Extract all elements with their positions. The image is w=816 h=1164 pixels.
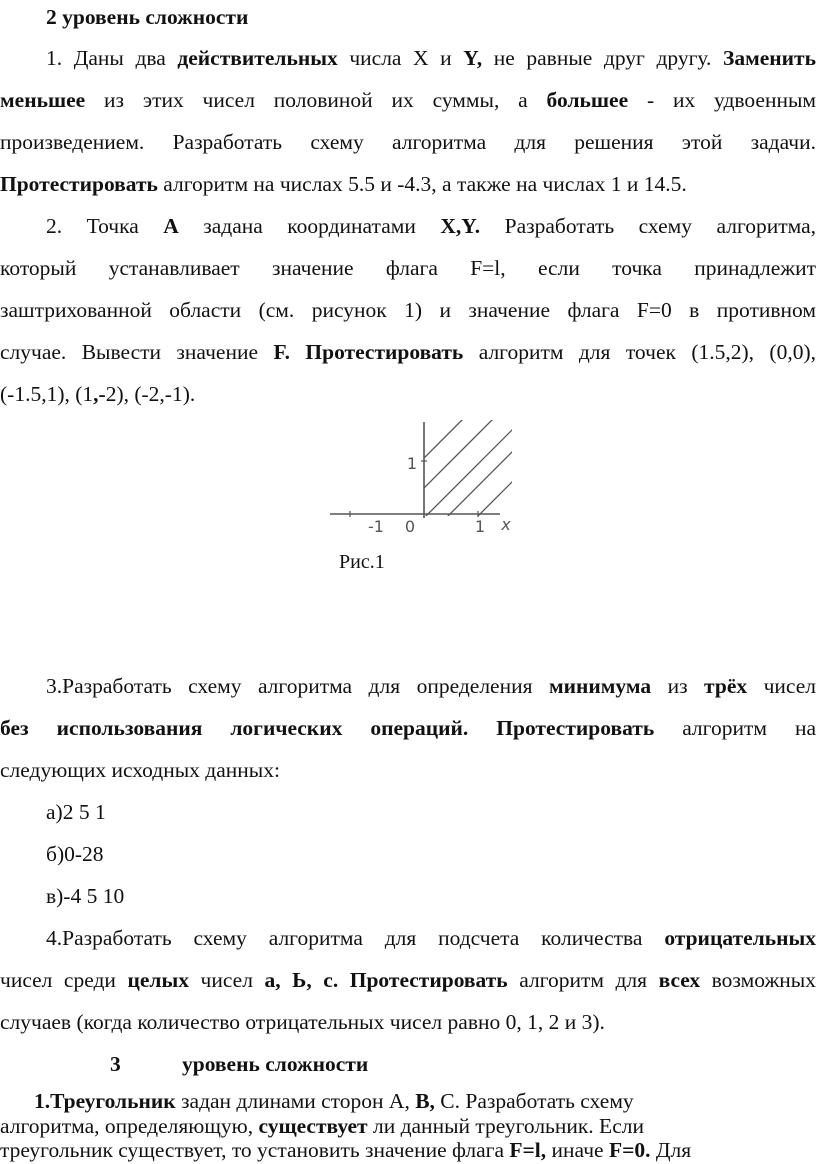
x-tick-1-label: 1: [474, 517, 486, 536]
task-2-line-1: 2. Точка А задана координатами X,Y. Разработать схему алгоритма,: [46, 214, 816, 238]
task-1-line-4: Протестировать алгоритм на числах 5.5 и -4.3, а также на числах 1 и 14.5.: [0, 172, 687, 196]
task-1-line-2: меньшее из этих чисел половиной их суммы, а большее - их удвоенным: [0, 88, 816, 112]
x-axis-label: x: [501, 515, 511, 534]
task-3-line-3: следующих исходных данных:: [0, 758, 280, 782]
hatched-region: [424, 418, 530, 518]
section-3-task-1-line-2: алгоритма, определяющую, существует ли данный треугольник. Если: [0, 1114, 644, 1138]
section-3-heading: уровень сложности: [182, 1052, 369, 1076]
task-3-line-1: 3.Разработать схему алгоритма для определения минимума из трёх чисел: [46, 674, 816, 698]
figure-1: [330, 418, 530, 542]
task-1-line-1: 1. Даны два действительных числа X и Y, не равные друг другу. Заменить: [46, 46, 816, 70]
task-3-line-2: без использования логических операций. Протестировать алгоритм на: [0, 716, 816, 740]
task-2-line-4: случае. Вывести значение F. Протестировать алгоритм для точек (1.5,2), (0,0),: [0, 340, 816, 364]
task-2-line-3: заштрихованной области (см. рисунок 1) и значение флага F=0 в противном: [0, 298, 816, 322]
task-3-case-b: б)0-28: [46, 842, 104, 866]
section-2-heading: 2 уровень сложности: [46, 5, 249, 29]
x-tick-0-label: 0: [404, 517, 416, 536]
section-3-heading-number: 3: [110, 1052, 121, 1076]
figure-1-caption: Рис.1: [339, 551, 385, 573]
task-3-case-c: в)-4 5 10: [46, 884, 125, 908]
section-3-task-1-line-1: 1.Треугольник задан длинами сторон А, В, С. Разработать схему: [34, 1089, 634, 1113]
x-tick-neg1-label: -1: [368, 517, 384, 536]
task-2-line-5: (-1.5,1), (1,-2), (-2,-1).: [0, 382, 196, 406]
task-4-line-2: чисел среди целых чисел а, Ь, с. Протестировать алгоритм для всех возможных: [0, 968, 816, 992]
task-1-line-3: произведением. Разработать схему алгоритма для решения этой задачи.: [0, 130, 816, 154]
task-4-line-3: случаев (когда количество отрицательных чисел равно 0, 1, 2 и 3).: [0, 1010, 605, 1034]
section-3-task-1-line-3: треугольник существует, то установить значение флага F=l, иначе F=0. Для: [0, 1138, 692, 1162]
task-4-line-1: 4.Разработать схему алгоритма для подсчета количества отрицательных: [46, 926, 816, 950]
y-tick-1-label: 1: [406, 454, 418, 473]
task-3-case-a: а)2 5 1: [46, 800, 106, 824]
figure-1-graphic: [330, 418, 530, 542]
task-2-line-2: который устанавливает значение флага F=l, если точка принадлежит: [0, 256, 816, 280]
